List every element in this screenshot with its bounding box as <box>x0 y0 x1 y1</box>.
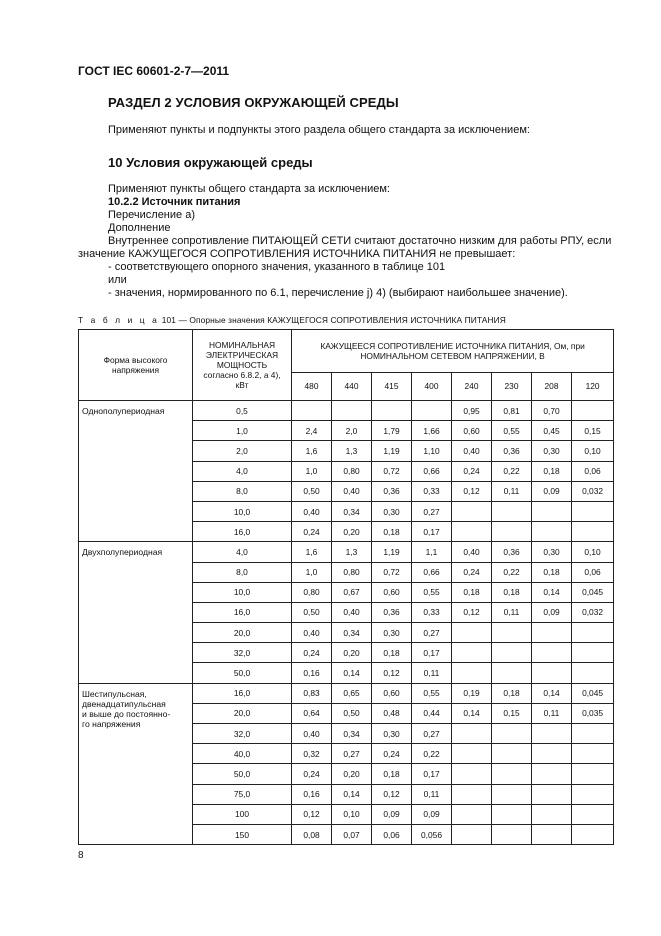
power-cell: 16,0 <box>193 683 292 703</box>
impedance-cell: 0,12 <box>452 481 492 501</box>
impedance-cell: 0,36 <box>372 481 412 501</box>
impedance-cell: 0,045 <box>572 683 614 703</box>
header-power-line: МОЩНОСТЬ <box>216 360 268 370</box>
impedance-cell: 0,36 <box>492 441 532 461</box>
impedance-cell: 0,18 <box>492 683 532 703</box>
header-impedance-group <box>292 330 614 373</box>
impedance-cell: 0,45 <box>532 421 572 441</box>
impedance-cell <box>452 744 492 764</box>
impedance-cell: 0,035 <box>572 703 614 723</box>
impedance-cell: 1,3 <box>332 542 372 562</box>
impedance-cell <box>532 643 572 663</box>
impedance-cell: 0,09 <box>412 804 452 824</box>
impedance-cell: 1,0 <box>292 461 332 481</box>
impedance-cell: 1,19 <box>372 441 412 461</box>
impedance-cell <box>572 784 614 804</box>
waveform-line: двенадцатипульсная <box>82 698 166 709</box>
waveform-line: го напряжения <box>82 718 141 729</box>
voltage-header-cell: 415 <box>372 372 412 400</box>
impedance-cell <box>452 764 492 784</box>
impedance-cell: 0,80 <box>332 562 372 582</box>
impedance-cell: 1,6 <box>292 542 332 562</box>
body-line: Перечисление а) <box>108 209 195 221</box>
impedance-cell <box>452 643 492 663</box>
impedance-cell: 0,18 <box>372 522 412 542</box>
impedance-cell: 0,22 <box>492 562 532 582</box>
voltage-header-cell: 120 <box>572 372 614 400</box>
impedance-cell: 0,24 <box>292 643 332 663</box>
impedance-cell: 0,80 <box>332 461 372 481</box>
power-cell: 2,0 <box>193 441 292 461</box>
impedance-cell: 0,36 <box>492 542 532 562</box>
impedance-cell: 0,12 <box>372 784 412 804</box>
power-cell: 20,0 <box>193 623 292 643</box>
impedance-cell: 0,44 <box>412 703 452 723</box>
impedance-cell <box>532 724 572 744</box>
waveform-cell <box>79 683 193 845</box>
impedance-cell: 0,24 <box>372 744 412 764</box>
power-cell: 4,0 <box>193 461 292 481</box>
section-intro: Применяют пункты и подпункты этого раздела общего стандарта за исключением: <box>108 124 530 136</box>
impedance-cell: 2,0 <box>332 421 372 441</box>
impedance-cell: 0,14 <box>332 784 372 804</box>
impedance-cell: 0,11 <box>412 784 452 804</box>
impedance-cell: 0,66 <box>412 461 452 481</box>
impedance-cell: 0,95 <box>452 401 492 421</box>
impedance-cell: 0,48 <box>372 703 412 723</box>
impedance-cell: 0,20 <box>332 643 372 663</box>
impedance-cell <box>492 764 532 784</box>
impedance-cell <box>492 663 532 683</box>
impedance-cell: 0,27 <box>332 744 372 764</box>
power-cell: 10,0 <box>193 501 292 521</box>
impedance-cell <box>492 643 532 663</box>
impedance-cell: 0,22 <box>492 461 532 481</box>
table-header-row <box>79 330 614 373</box>
impedance-cell: 0,18 <box>372 643 412 663</box>
impedance-table <box>78 329 614 845</box>
section-title: РАЗДЕЛ 2 УСЛОВИЯ ОКРУЖАЮЩЕЙ СРЕДЫ <box>108 95 399 110</box>
impedance-cell <box>412 401 452 421</box>
table-caption-text: 101 — Опорные значения КАЖУЩЕГОСЯ СОПРОТИВЛЕНИЯ ИСТОЧНИКА ПИТАНИЯ <box>159 315 506 325</box>
table-row <box>79 542 614 562</box>
impedance-cell <box>492 501 532 521</box>
impedance-cell: 1,1 <box>412 542 452 562</box>
impedance-cell: 0,11 <box>492 481 532 501</box>
impedance-cell: 0,18 <box>492 582 532 602</box>
impedance-cell: 0,65 <box>332 683 372 703</box>
impedance-cell: 0,30 <box>372 724 412 744</box>
impedance-cell: 0,30 <box>372 501 412 521</box>
table-row <box>79 683 614 703</box>
impedance-cell <box>492 724 532 744</box>
impedance-cell: 0,18 <box>532 562 572 582</box>
impedance-cell: 0,24 <box>452 562 492 582</box>
impedance-cell: 0,10 <box>572 542 614 562</box>
impedance-cell: 0,60 <box>372 582 412 602</box>
power-cell: 1,0 <box>193 421 292 441</box>
impedance-cell <box>452 784 492 804</box>
impedance-cell: 0,40 <box>292 623 332 643</box>
body-line: - соответствующего опорного значения, указанного в таблице 101 <box>108 261 446 273</box>
body-line: Дополнение <box>108 222 171 234</box>
header-power-line: ЭЛЕКТРИЧЕСКАЯ <box>205 350 279 360</box>
impedance-cell <box>572 643 614 663</box>
impedance-cell: 0,11 <box>532 703 572 723</box>
impedance-cell: 0,30 <box>532 441 572 461</box>
impedance-cell: 0,14 <box>532 683 572 703</box>
voltage-header-cell: 480 <box>292 372 332 400</box>
impedance-cell <box>532 744 572 764</box>
waveform-line: Шестипульсная, <box>82 688 147 699</box>
impedance-cell: 0,40 <box>452 441 492 461</box>
impedance-cell: 0,10 <box>332 804 372 824</box>
power-cell: 16,0 <box>193 522 292 542</box>
waveform-cell: Двухполупериодная <box>79 542 193 683</box>
power-cell: 20,0 <box>193 703 292 723</box>
impedance-cell: 0,60 <box>452 421 492 441</box>
impedance-cell: 1,0 <box>292 562 332 582</box>
impedance-cell: 0,15 <box>572 421 614 441</box>
impedance-cell <box>492 784 532 804</box>
power-cell: 40,0 <box>193 744 292 764</box>
impedance-cell: 0,08 <box>292 824 332 844</box>
impedance-cell: 0,20 <box>332 764 372 784</box>
impedance-cell: 0,17 <box>412 764 452 784</box>
body-line: или <box>108 274 127 286</box>
impedance-cell: 0,36 <box>372 602 412 622</box>
impedance-cell: 0,72 <box>372 562 412 582</box>
impedance-cell: 0,27 <box>412 623 452 643</box>
impedance-cell: 0,50 <box>292 602 332 622</box>
impedance-cell <box>532 623 572 643</box>
impedance-cell: 0,11 <box>412 663 452 683</box>
impedance-cell: 0,10 <box>572 441 614 461</box>
impedance-cell: 0,40 <box>292 501 332 521</box>
body-line: Применяют пункты общего стандарта за исключением: <box>108 183 390 195</box>
power-cell: 32,0 <box>193 724 292 744</box>
impedance-cell: 0,40 <box>332 602 372 622</box>
waveform-cell: Однополупериодная <box>79 401 193 542</box>
impedance-cell <box>372 401 412 421</box>
voltage-header-cell: 440 <box>332 372 372 400</box>
impedance-cell <box>492 804 532 824</box>
document-header: ГОСТ IEC 60601-2-7—2011 <box>78 64 230 78</box>
impedance-cell: 0,83 <box>292 683 332 703</box>
impedance-cell: 1,66 <box>412 421 452 441</box>
impedance-cell: 0,64 <box>292 703 332 723</box>
impedance-cell <box>292 401 332 421</box>
impedance-cell: 0,19 <box>452 683 492 703</box>
waveform-line: и выше до постоянно- <box>82 708 171 719</box>
impedance-cell: 0,66 <box>412 562 452 582</box>
impedance-cell: 0,07 <box>332 824 372 844</box>
impedance-cell: 0,15 <box>492 703 532 723</box>
impedance-cell: 0,18 <box>372 764 412 784</box>
header-power <box>193 330 292 401</box>
impedance-cell <box>572 724 614 744</box>
impedance-cell: 0,18 <box>452 582 492 602</box>
impedance-cell <box>572 501 614 521</box>
impedance-cell <box>532 501 572 521</box>
impedance-cell <box>572 804 614 824</box>
impedance-cell <box>532 764 572 784</box>
impedance-cell: 0,24 <box>292 764 332 784</box>
impedance-cell: 0,60 <box>372 683 412 703</box>
clause-heading: 10.2.2 Источник питания <box>108 196 241 208</box>
power-cell: 75,0 <box>193 784 292 804</box>
impedance-cell <box>492 623 532 643</box>
header-waveform-text: Форма высокого напряжения <box>103 355 168 375</box>
impedance-cell <box>452 522 492 542</box>
impedance-cell: 0,40 <box>452 542 492 562</box>
power-cell: 10,0 <box>193 582 292 602</box>
impedance-cell: 1,79 <box>372 421 412 441</box>
power-cell: 16,0 <box>193 602 292 622</box>
impedance-cell: 0,70 <box>532 401 572 421</box>
impedance-cell <box>452 501 492 521</box>
impedance-cell: 0,16 <box>292 784 332 804</box>
voltage-header-cell: 230 <box>492 372 532 400</box>
impedance-cell: 0,14 <box>332 663 372 683</box>
power-cell: 50,0 <box>193 764 292 784</box>
impedance-cell: 0,18 <box>532 461 572 481</box>
power-cell: 32,0 <box>193 643 292 663</box>
header-waveform <box>79 330 193 401</box>
impedance-cell: 0,16 <box>292 663 332 683</box>
voltage-header-cell: 400 <box>412 372 452 400</box>
header-group-line: НОМИНАЛЬНОМ СЕТЕВОМ НАПРЯЖЕНИИ, В <box>360 350 545 361</box>
impedance-cell: 0,06 <box>572 461 614 481</box>
impedance-cell: 0,81 <box>492 401 532 421</box>
impedance-cell: 0,30 <box>532 542 572 562</box>
impedance-cell: 0,50 <box>332 703 372 723</box>
impedance-cell: 0,50 <box>292 481 332 501</box>
body-line: значение КАЖУЩЕГОСЯ СОПРОТИВЛЕНИЯ ИСТОЧНИКА ПИТАНИЯ не превышает: <box>78 248 516 260</box>
table-caption-label: Т а б л и ц а <box>78 315 160 325</box>
impedance-cell <box>572 744 614 764</box>
impedance-cell: 0,06 <box>372 824 412 844</box>
impedance-cell: 0,22 <box>412 744 452 764</box>
impedance-cell <box>572 522 614 542</box>
power-cell: 8,0 <box>193 562 292 582</box>
impedance-cell: 0,34 <box>332 501 372 521</box>
voltage-header-cell: 208 <box>532 372 572 400</box>
impedance-cell: 0,34 <box>332 724 372 744</box>
impedance-cell <box>532 522 572 542</box>
impedance-cell: 0,80 <box>292 582 332 602</box>
impedance-cell: 0,67 <box>332 582 372 602</box>
impedance-cell: 0,12 <box>452 602 492 622</box>
table-row <box>79 401 614 421</box>
impedance-cell: 0,09 <box>532 602 572 622</box>
impedance-cell <box>532 824 572 844</box>
table-caption <box>78 315 506 325</box>
impedance-cell: 1,19 <box>372 542 412 562</box>
impedance-cell: 0,17 <box>412 643 452 663</box>
impedance-cell: 0,27 <box>412 501 452 521</box>
impedance-cell: 0,34 <box>332 623 372 643</box>
impedance-cell <box>572 623 614 643</box>
impedance-cell <box>572 401 614 421</box>
power-cell: 150 <box>193 824 292 844</box>
impedance-cell: 0,33 <box>412 481 452 501</box>
impedance-cell: 1,10 <box>412 441 452 461</box>
impedance-cell: 0,72 <box>372 461 412 481</box>
header-power-line: согласно 6.8.2, а 4), <box>203 370 281 380</box>
impedance-cell: 0,40 <box>332 481 372 501</box>
impedance-cell: 1,3 <box>332 441 372 461</box>
impedance-cell <box>572 824 614 844</box>
impedance-cell: 0,056 <box>412 824 452 844</box>
power-cell: 0,5 <box>193 401 292 421</box>
impedance-cell <box>532 784 572 804</box>
impedance-cell <box>452 663 492 683</box>
impedance-cell: 0,12 <box>292 804 332 824</box>
impedance-cell: 0,55 <box>412 582 452 602</box>
body-line: - значения, нормированного по 6.1, перечисление j) 4) (выбирают наибольшее значение). <box>108 287 568 299</box>
power-cell: 4,0 <box>193 542 292 562</box>
impedance-cell <box>532 804 572 824</box>
impedance-cell: 0,33 <box>412 602 452 622</box>
impedance-cell: 1,6 <box>292 441 332 461</box>
power-cell: 100 <box>193 804 292 824</box>
impedance-cell: 0,14 <box>532 582 572 602</box>
impedance-cell: 0,55 <box>492 421 532 441</box>
impedance-cell <box>452 623 492 643</box>
impedance-cell: 2,4 <box>292 421 332 441</box>
impedance-cell: 0,20 <box>332 522 372 542</box>
impedance-cell: 0,032 <box>572 481 614 501</box>
impedance-cell: 0,32 <box>292 744 332 764</box>
impedance-cell <box>452 804 492 824</box>
impedance-cell: 0,045 <box>572 582 614 602</box>
impedance-cell <box>492 824 532 844</box>
impedance-cell: 0,09 <box>532 481 572 501</box>
impedance-cell: 0,30 <box>372 623 412 643</box>
impedance-cell: 0,40 <box>292 724 332 744</box>
impedance-cell <box>532 663 572 683</box>
impedance-cell: 0,27 <box>412 724 452 744</box>
power-cell: 8,0 <box>193 481 292 501</box>
impedance-cell: 0,032 <box>572 602 614 622</box>
impedance-cell <box>492 522 532 542</box>
impedance-cell: 0,09 <box>372 804 412 824</box>
impedance-cell: 0,06 <box>572 562 614 582</box>
impedance-cell <box>572 663 614 683</box>
impedance-cell: 0,24 <box>452 461 492 481</box>
header-power-line: НОМИНАЛЬНАЯ <box>208 340 276 350</box>
body-text <box>78 183 618 300</box>
header-power-line: кВт <box>235 380 249 390</box>
impedance-cell: 0,55 <box>412 683 452 703</box>
header-group-line: КАЖУЩЕЕСЯ СОПРОТИВЛЕНИЕ ИСТОЧНИКА ПИТАНИЯ, Ом, при <box>320 340 585 351</box>
table-body <box>79 401 614 845</box>
impedance-cell <box>572 764 614 784</box>
voltage-header-cell: 240 <box>452 372 492 400</box>
impedance-cell: 0,14 <box>452 703 492 723</box>
impedance-cell <box>452 724 492 744</box>
impedance-cell: 0,17 <box>412 522 452 542</box>
impedance-cell: 0,11 <box>492 602 532 622</box>
power-cell: 50,0 <box>193 663 292 683</box>
impedance-cell <box>452 824 492 844</box>
impedance-cell: 0,24 <box>292 522 332 542</box>
impedance-cell: 0,12 <box>372 663 412 683</box>
impedance-cell <box>492 744 532 764</box>
subsection-title: 10 Условия окружающей среды <box>108 155 313 170</box>
body-line: Внутреннее сопротивление ПИТАЮЩЕЙ СЕТИ считают достаточно низким для работы РПУ, если <box>108 235 612 247</box>
impedance-cell <box>332 401 372 421</box>
page-number: 8 <box>78 850 84 861</box>
